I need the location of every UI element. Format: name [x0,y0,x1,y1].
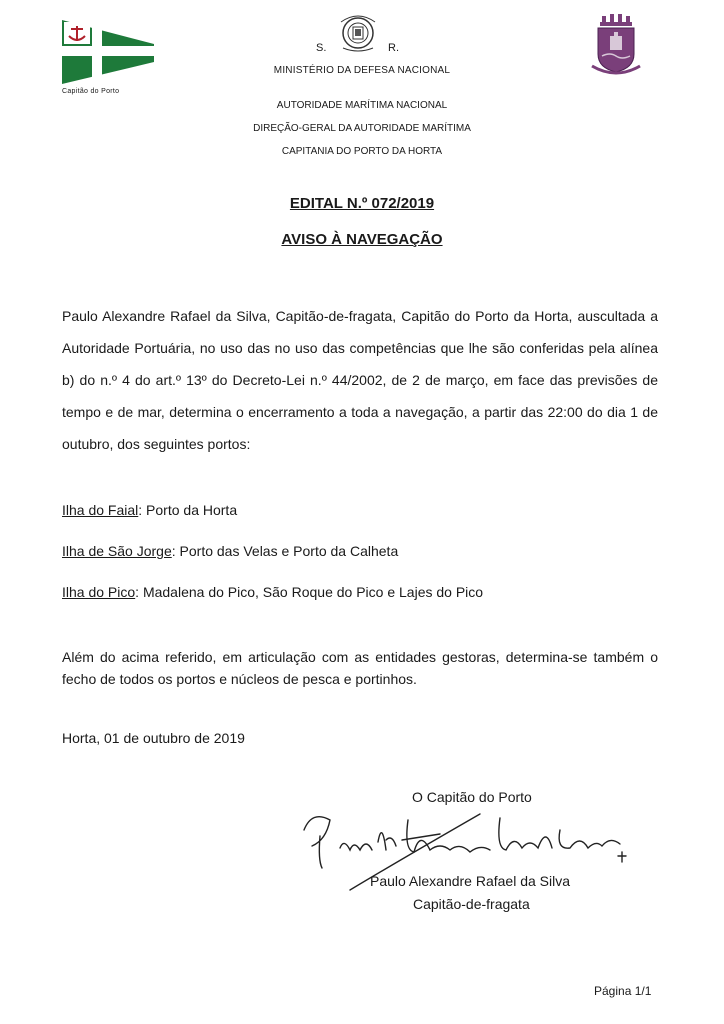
signatory-rank: Capitão-de-fragata [413,896,530,912]
flag-caption: Capitão do Porto [62,88,120,95]
signatory-name: Paulo Alexandre Rafael da Silva [370,873,571,889]
republic-seal-icon [333,12,383,52]
ports-sao-jorge [62,543,398,559]
authority-line-3: CAPITANIA DO PORTO DA HORTA [281,146,443,157]
authority-line-1: AUTORIDADE MARÍTIMA NACIONAL [276,100,448,111]
ports-pico [62,584,483,600]
port-list: : Porto da Horta [138,502,238,518]
signatory-role: O Capitão do Porto [412,789,532,805]
island-name: Ilha do Faial [62,502,139,518]
closure-paragraph: Além do acima referido, em articulação com as entidades gestoras, determina-se também o fecho de todos os portos e núcleos de pesca e portinhos. [62,649,658,687]
port-list: : Porto das Velas e Porto da Calheta [171,543,399,559]
port-list: : Madalena do Pico, São Roque do Pico e Lajes do Pico [135,584,484,600]
sr-right: R. [388,42,399,54]
ministry-name: MINISTÉRIO DA DEFESA NACIONAL [273,65,451,76]
main-paragraph: Paulo Alexandre Rafael da Silva, Capitão-de-fragata, Capitão do Porto da Horta, auscultada a Autoridade Portuária, no uso das no uso das competências que lhe são conferidas pela alínea b) do n.º 4 do art.º 13º do Decreto-Lei n.º 44/2002, de 2 de março, em face das previsões de tempo e de mar, determina o encerramento a toda a navegação, a partir das 22:00 do dia 1 de outubro, dos seguintes portos: [62,308,658,452]
authority-line-2: DIREÇÃO-GERAL DA AUTORIDADE MARÍTIMA [253,123,471,134]
island-name: Ilha de São Jorge [62,543,172,559]
sr-left: S. [316,42,327,54]
notice-title: AVISO À NAVEGAÇÃO [281,231,443,248]
ports-faial [62,502,237,518]
edital-title: EDITAL N.º 072/2019 [289,195,435,212]
page-number: Página 1/1 [594,984,652,998]
date-line: Horta, 01 de outubro de 2019 [62,730,245,746]
horta-crest-icon [590,14,642,78]
island-name: Ilha do Pico [62,584,136,600]
